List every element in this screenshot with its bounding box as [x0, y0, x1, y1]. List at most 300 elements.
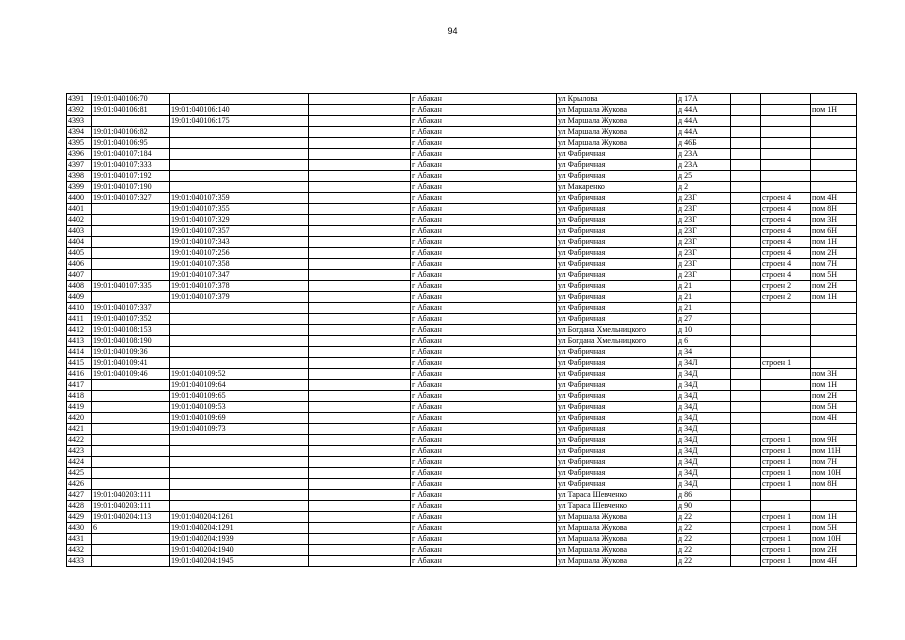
premises-cell: пом 2Н	[811, 391, 857, 402]
house-cell: д 23Г	[677, 226, 731, 237]
object-number-cell: 19:01:040107:359	[170, 193, 309, 204]
building-cell: строен 4	[761, 226, 811, 237]
street-cell: ул Фабричная	[557, 204, 677, 215]
object-number-cell	[170, 171, 309, 182]
row-number-cell: 4408	[67, 281, 92, 292]
premises-cell	[811, 171, 857, 182]
city-cell: г Абакан	[411, 215, 557, 226]
object-number-cell	[170, 138, 309, 149]
object-number-cell: 19:01:040107:379	[170, 292, 309, 303]
house-cell: д 34Д	[677, 435, 731, 446]
blank-column-cell	[309, 336, 411, 347]
parcel-number-cell	[92, 402, 170, 413]
city-cell: г Абакан	[411, 391, 557, 402]
object-number-cell: 19:01:040107:355	[170, 204, 309, 215]
parcel-number-cell	[92, 270, 170, 281]
house-cell: д 27	[677, 314, 731, 325]
blank-column-cell	[309, 281, 411, 292]
parcel-number-cell	[92, 413, 170, 424]
table-row	[67, 490, 857, 501]
premises-cell: пом 8Н	[811, 479, 857, 490]
blank-column-cell	[309, 314, 411, 325]
building-cell: строен 4	[761, 270, 811, 281]
premises-cell	[811, 490, 857, 501]
row-number-cell: 4411	[67, 314, 92, 325]
blank-column-cell	[309, 138, 411, 149]
table-row	[67, 314, 857, 325]
building-cell	[761, 391, 811, 402]
street-cell: ул Фабричная	[557, 281, 677, 292]
row-number-cell: 4416	[67, 369, 92, 380]
street-cell: ул Фабричная	[557, 446, 677, 457]
building-cell	[761, 402, 811, 413]
blank-column-2-cell	[731, 193, 761, 204]
building-cell	[761, 369, 811, 380]
row-number-cell: 4396	[67, 149, 92, 160]
blank-column-cell	[309, 182, 411, 193]
blank-column-cell	[309, 501, 411, 512]
premises-cell: пом 4Н	[811, 556, 857, 567]
row-number-cell: 4400	[67, 193, 92, 204]
blank-column-2-cell	[731, 468, 761, 479]
building-cell: строен 1	[761, 512, 811, 523]
blank-column-2-cell	[731, 512, 761, 523]
building-cell	[761, 149, 811, 160]
blank-column-2-cell	[731, 105, 761, 116]
blank-column-2-cell	[731, 545, 761, 556]
parcel-number-cell: 19:01:040109:36	[92, 347, 170, 358]
city-cell: г Абакан	[411, 94, 557, 105]
object-number-cell: 19:01:040204:1291	[170, 523, 309, 534]
blank-column-cell	[309, 149, 411, 160]
city-cell: г Абакан	[411, 116, 557, 127]
blank-column-2-cell	[731, 358, 761, 369]
city-cell: г Абакан	[411, 523, 557, 534]
parcel-number-cell	[92, 534, 170, 545]
premises-cell: пом 11Н	[811, 446, 857, 457]
row-number-cell: 4404	[67, 237, 92, 248]
building-cell: строен 4	[761, 248, 811, 259]
row-number-cell: 4414	[67, 347, 92, 358]
parcel-number-cell	[92, 545, 170, 556]
parcel-number-cell: 19:01:040109:41	[92, 358, 170, 369]
object-number-cell	[170, 160, 309, 171]
row-number-cell: 4409	[67, 292, 92, 303]
blank-column-2-cell	[731, 171, 761, 182]
row-number-cell: 4428	[67, 501, 92, 512]
object-number-cell: 19:01:040204:1939	[170, 534, 309, 545]
row-number-cell: 4407	[67, 270, 92, 281]
building-cell: строен 1	[761, 468, 811, 479]
row-number-cell: 4394	[67, 127, 92, 138]
house-cell: д 34Д	[677, 424, 731, 435]
street-cell: ул Фабричная	[557, 292, 677, 303]
premises-cell	[811, 347, 857, 358]
table-row	[67, 171, 857, 182]
parcel-number-cell: 19:01:040106:81	[92, 105, 170, 116]
row-number-cell: 4392	[67, 105, 92, 116]
object-number-cell	[170, 94, 309, 105]
house-cell: д 10	[677, 325, 731, 336]
city-cell: г Абакан	[411, 204, 557, 215]
parcel-number-cell: 19:01:040108:153	[92, 325, 170, 336]
row-number-cell: 4391	[67, 94, 92, 105]
building-cell	[761, 336, 811, 347]
table-row	[67, 303, 857, 314]
street-cell: ул Фабричная	[557, 215, 677, 226]
premises-cell: пом 10Н	[811, 468, 857, 479]
blank-column-2-cell	[731, 336, 761, 347]
street-cell: ул Крылова	[557, 94, 677, 105]
house-cell: д 34Л	[677, 358, 731, 369]
premises-cell: пом 9Н	[811, 435, 857, 446]
table-row	[67, 138, 857, 149]
object-number-cell	[170, 490, 309, 501]
premises-cell: пом 1Н	[811, 512, 857, 523]
building-cell	[761, 380, 811, 391]
building-cell	[761, 413, 811, 424]
blank-column-2-cell	[731, 413, 761, 424]
object-number-cell: 19:01:040204:1945	[170, 556, 309, 567]
building-cell	[761, 160, 811, 171]
parcel-number-cell: 19:01:040106:70	[92, 94, 170, 105]
house-cell: д 34Д	[677, 446, 731, 457]
street-cell: ул Маршала Жукова	[557, 523, 677, 534]
blank-column-cell	[309, 369, 411, 380]
building-cell: строен 1	[761, 479, 811, 490]
row-number-cell: 4430	[67, 523, 92, 534]
premises-cell: пом 2Н	[811, 281, 857, 292]
page-number: 94	[447, 26, 458, 36]
parcel-number-cell	[92, 248, 170, 259]
object-number-cell: 19:01:040106:140	[170, 105, 309, 116]
blank-column-cell	[309, 325, 411, 336]
parcel-number-cell	[92, 292, 170, 303]
street-cell: ул Макаренко	[557, 182, 677, 193]
blank-column-cell	[309, 380, 411, 391]
blank-column-cell	[309, 479, 411, 490]
blank-column-2-cell	[731, 325, 761, 336]
parcel-number-cell	[92, 446, 170, 457]
table-row	[67, 347, 857, 358]
city-cell: г Абакан	[411, 303, 557, 314]
parcel-number-cell	[92, 457, 170, 468]
table-row	[67, 204, 857, 215]
premises-cell: пом 10Н	[811, 534, 857, 545]
row-number-cell: 4417	[67, 380, 92, 391]
house-cell: д 22	[677, 545, 731, 556]
parcel-number-cell: 19:01:040107:333	[92, 160, 170, 171]
building-cell: строен 1	[761, 435, 811, 446]
parcel-number-cell: 19:01:040106:82	[92, 127, 170, 138]
building-cell: строен 4	[761, 237, 811, 248]
blank-column-2-cell	[731, 479, 761, 490]
table-row	[67, 215, 857, 226]
house-cell: д 23Г	[677, 215, 731, 226]
row-number-cell: 4412	[67, 325, 92, 336]
building-cell: строен 4	[761, 204, 811, 215]
premises-cell: пом 1Н	[811, 237, 857, 248]
building-cell: строен 1	[761, 556, 811, 567]
object-number-cell	[170, 336, 309, 347]
blank-column-2-cell	[731, 369, 761, 380]
building-cell: строен 1	[761, 457, 811, 468]
house-cell: д 2	[677, 182, 731, 193]
city-cell: г Абакан	[411, 127, 557, 138]
object-number-cell: 19:01:040109:65	[170, 391, 309, 402]
row-number-cell: 4432	[67, 545, 92, 556]
building-cell: строен 4	[761, 193, 811, 204]
street-cell: ул Фабричная	[557, 468, 677, 479]
premises-cell: пом 4Н	[811, 413, 857, 424]
premises-cell: пом 5Н	[811, 402, 857, 413]
blank-column-cell	[309, 358, 411, 369]
object-number-cell: 19:01:040204:1940	[170, 545, 309, 556]
object-number-cell	[170, 457, 309, 468]
street-cell: ул Фабричная	[557, 391, 677, 402]
street-cell: ул Фабричная	[557, 358, 677, 369]
blank-column-cell	[309, 270, 411, 281]
street-cell: ул Маршала Жукова	[557, 545, 677, 556]
table-row	[67, 325, 857, 336]
table-row	[67, 534, 857, 545]
parcel-number-cell: 19:01:040107:327	[92, 193, 170, 204]
premises-cell	[811, 138, 857, 149]
table-row	[67, 193, 857, 204]
blank-column-cell	[309, 457, 411, 468]
object-number-cell	[170, 325, 309, 336]
blank-column-cell	[309, 303, 411, 314]
parcel-number-cell: 6	[92, 523, 170, 534]
building-cell	[761, 94, 811, 105]
blank-column-cell	[309, 545, 411, 556]
premises-cell	[811, 94, 857, 105]
city-cell: г Абакан	[411, 336, 557, 347]
house-cell: д 34Д	[677, 413, 731, 424]
city-cell: г Абакан	[411, 479, 557, 490]
table-row	[67, 281, 857, 292]
blank-column-cell	[309, 402, 411, 413]
building-cell: строен 2	[761, 292, 811, 303]
house-cell: д 34Д	[677, 457, 731, 468]
street-cell: ул Фабричная	[557, 149, 677, 160]
house-cell: д 21	[677, 303, 731, 314]
premises-cell	[811, 424, 857, 435]
building-cell: строен 1	[761, 545, 811, 556]
house-cell: д 44А	[677, 105, 731, 116]
street-cell: ул Маршала Жукова	[557, 512, 677, 523]
city-cell: г Абакан	[411, 446, 557, 457]
premises-cell	[811, 303, 857, 314]
city-cell: г Абакан	[411, 270, 557, 281]
city-cell: г Абакан	[411, 534, 557, 545]
premises-cell: пом 3Н	[811, 369, 857, 380]
table-row	[67, 182, 857, 193]
premises-cell	[811, 149, 857, 160]
premises-cell	[811, 325, 857, 336]
house-cell: д 17А	[677, 94, 731, 105]
row-number-cell: 4415	[67, 358, 92, 369]
object-number-cell	[170, 479, 309, 490]
parcel-number-cell: 19:01:040107:184	[92, 149, 170, 160]
city-cell: г Абакан	[411, 226, 557, 237]
city-cell: г Абакан	[411, 380, 557, 391]
row-number-cell: 4422	[67, 435, 92, 446]
house-cell: д 34Д	[677, 402, 731, 413]
building-cell	[761, 424, 811, 435]
street-cell: ул Маршала Жукова	[557, 116, 677, 127]
table-row	[67, 336, 857, 347]
premises-cell	[811, 160, 857, 171]
house-cell: д 22	[677, 512, 731, 523]
blank-column-2-cell	[731, 501, 761, 512]
table-row	[67, 369, 857, 380]
blank-column-cell	[309, 534, 411, 545]
blank-column-cell	[309, 512, 411, 523]
row-number-cell: 4406	[67, 259, 92, 270]
house-cell: д 23А	[677, 149, 731, 160]
row-number-cell: 4393	[67, 116, 92, 127]
row-number-cell: 4419	[67, 402, 92, 413]
street-cell: ул Фабричная	[557, 270, 677, 281]
blank-column-cell	[309, 292, 411, 303]
blank-column-2-cell	[731, 380, 761, 391]
house-cell: д 34Д	[677, 369, 731, 380]
blank-column-2-cell	[731, 490, 761, 501]
premises-cell: пом 1Н	[811, 105, 857, 116]
street-cell: ул Фабричная	[557, 380, 677, 391]
blank-column-cell	[309, 347, 411, 358]
city-cell: г Абакан	[411, 171, 557, 182]
blank-column-cell	[309, 391, 411, 402]
premises-cell: пом 7Н	[811, 457, 857, 468]
object-number-cell	[170, 314, 309, 325]
object-number-cell	[170, 182, 309, 193]
table-row	[67, 556, 857, 567]
street-cell: ул Фабричная	[557, 479, 677, 490]
table-row	[67, 402, 857, 413]
house-cell: д 23Г	[677, 204, 731, 215]
building-cell	[761, 171, 811, 182]
table-row	[67, 259, 857, 270]
street-cell: ул Маршала Жукова	[557, 127, 677, 138]
street-cell: ул Маршала Жукова	[557, 556, 677, 567]
house-cell: д 23Г	[677, 237, 731, 248]
street-cell: ул Фабричная	[557, 226, 677, 237]
parcel-number-cell	[92, 259, 170, 270]
city-cell: г Абакан	[411, 259, 557, 270]
table-row	[67, 237, 857, 248]
blank-column-2-cell	[731, 446, 761, 457]
table-row	[67, 116, 857, 127]
street-cell: ул Фабричная	[557, 402, 677, 413]
building-cell: строен 1	[761, 446, 811, 457]
building-cell	[761, 314, 811, 325]
table-row	[67, 479, 857, 490]
building-cell: строен 1	[761, 358, 811, 369]
object-number-cell: 19:01:040109:53	[170, 402, 309, 413]
house-cell: д 23Г	[677, 193, 731, 204]
blank-column-cell	[309, 468, 411, 479]
table-row	[67, 523, 857, 534]
blank-column-cell	[309, 446, 411, 457]
house-cell: д 25	[677, 171, 731, 182]
city-cell: г Абакан	[411, 248, 557, 259]
blank-column-cell	[309, 160, 411, 171]
blank-column-2-cell	[731, 435, 761, 446]
object-number-cell	[170, 468, 309, 479]
object-number-cell: 19:01:040107:256	[170, 248, 309, 259]
house-cell: д 46Б	[677, 138, 731, 149]
street-cell: ул Фабричная	[557, 413, 677, 424]
street-cell: ул Фабричная	[557, 347, 677, 358]
blank-column-2-cell	[731, 314, 761, 325]
premises-cell: пом 1Н	[811, 380, 857, 391]
row-number-cell: 4413	[67, 336, 92, 347]
city-cell: г Абакан	[411, 325, 557, 336]
premises-cell	[811, 127, 857, 138]
object-number-cell	[170, 435, 309, 446]
premises-cell	[811, 358, 857, 369]
building-cell	[761, 127, 811, 138]
premises-cell	[811, 314, 857, 325]
table-row	[67, 501, 857, 512]
blank-column-cell	[309, 127, 411, 138]
house-cell: д 23А	[677, 160, 731, 171]
table-row	[67, 424, 857, 435]
street-cell: ул Фабричная	[557, 160, 677, 171]
premises-cell: пом 3Н	[811, 215, 857, 226]
table-row	[67, 105, 857, 116]
street-cell: ул Фабричная	[557, 457, 677, 468]
blank-column-cell	[309, 204, 411, 215]
blank-column-cell	[309, 413, 411, 424]
object-number-cell	[170, 303, 309, 314]
blank-column-2-cell	[731, 182, 761, 193]
table-row	[67, 358, 857, 369]
object-number-cell: 19:01:040107:378	[170, 281, 309, 292]
blank-column-2-cell	[731, 204, 761, 215]
table-row	[67, 446, 857, 457]
building-cell	[761, 138, 811, 149]
building-cell: строен 1	[761, 534, 811, 545]
table-row	[67, 270, 857, 281]
building-cell: строен 4	[761, 215, 811, 226]
table-row	[67, 292, 857, 303]
premises-cell: пом 4Н	[811, 193, 857, 204]
city-cell: г Абакан	[411, 556, 557, 567]
blank-column-2-cell	[731, 160, 761, 171]
blank-column-cell	[309, 490, 411, 501]
street-cell: ул Фабричная	[557, 171, 677, 182]
table-row	[67, 457, 857, 468]
parcel-number-cell: 19:01:040203:111	[92, 490, 170, 501]
premises-cell: пом 2Н	[811, 545, 857, 556]
blank-column-2-cell	[731, 215, 761, 226]
object-number-cell: 19:01:040107:347	[170, 270, 309, 281]
city-cell: г Абакан	[411, 182, 557, 193]
blank-column-cell	[309, 215, 411, 226]
street-cell: ул Маршала Жукова	[557, 534, 677, 545]
building-cell: строен 2	[761, 281, 811, 292]
table-row	[67, 512, 857, 523]
street-cell: ул Фабричная	[557, 314, 677, 325]
row-number-cell: 4423	[67, 446, 92, 457]
street-cell: ул Фабричная	[557, 303, 677, 314]
street-cell: ул Фабричная	[557, 259, 677, 270]
row-number-cell: 4421	[67, 424, 92, 435]
house-cell: д 23Г	[677, 248, 731, 259]
